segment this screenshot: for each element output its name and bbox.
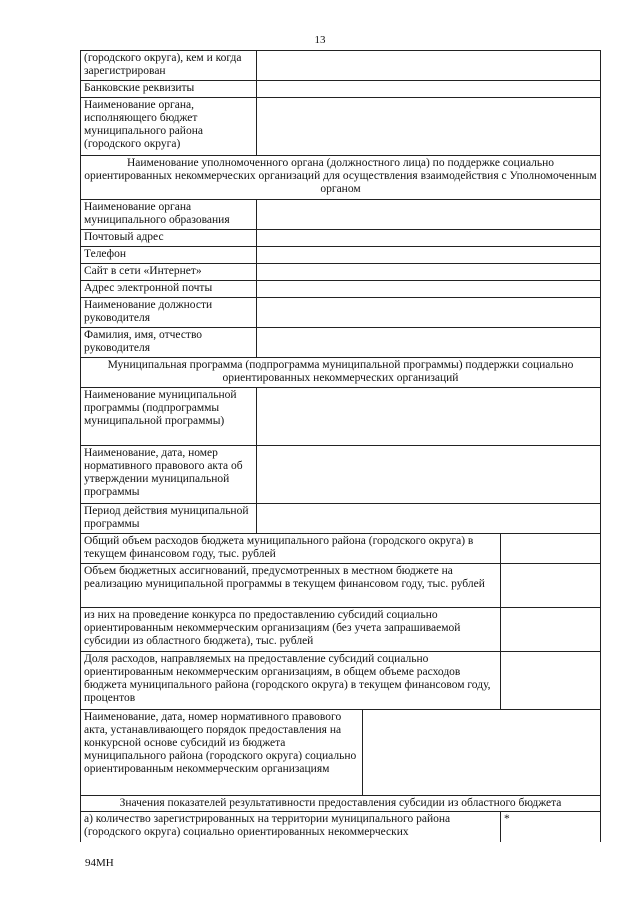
form-row: [81, 504, 601, 534]
form-row: [81, 298, 601, 328]
form-row: [81, 81, 601, 98]
field-value[interactable]: [257, 247, 601, 264]
field-label: Сайт в сети «Интернет»: [81, 264, 257, 281]
application-form-table: [80, 50, 601, 842]
section-heading-indicators: Значения показателей результативности предоставления субсидии из областного бюджета: [81, 796, 601, 812]
field-label: Почтовый адрес: [81, 230, 257, 247]
field-value[interactable]: [257, 281, 601, 298]
field-label: Общий объем расходов бюджета муниципального района (городского округа) в текущем финансовом году, тыс. рублей: [81, 534, 501, 564]
field-label: Наименование, дата, номер нормативного правового акта об утверждении муниципальной программы: [81, 446, 257, 504]
form-row: [81, 281, 601, 298]
field-label: (городского округа), кем и когда зарегистрирован: [81, 51, 257, 81]
page-number: 13: [314, 34, 326, 46]
form-row: [81, 652, 601, 710]
form-row: [81, 446, 601, 504]
field-value[interactable]: [363, 710, 601, 796]
field-value[interactable]: [257, 200, 601, 230]
form-row: [81, 264, 601, 281]
field-value[interactable]: [257, 51, 601, 81]
field-label: Фамилия, имя, отчество руководителя: [81, 328, 257, 358]
form-row: [81, 200, 601, 230]
form-row: [81, 51, 601, 81]
field-value[interactable]: [501, 608, 601, 652]
field-label: Наименование, дата, номер нормативного правового акта, устанавливающего порядок предоставления на конкурсной основе субсидий из бюджета муниципального района (городского округа) социально ориентированным некоммерческим организациям: [81, 710, 363, 796]
form-row: [81, 98, 601, 156]
field-label: а) количество зарегистрированных на территории муниципального района (городского округа) социально ориентированных некоммерческих: [81, 812, 501, 842]
form-row: [81, 388, 601, 446]
field-label: Наименование должности руководителя: [81, 298, 257, 328]
field-label: Адрес электронной почты: [81, 281, 257, 298]
field-value[interactable]: [257, 446, 601, 504]
field-label: Наименование органа, исполняющего бюджет муниципального района (городского округа): [81, 98, 257, 156]
document-code: 94МН: [85, 857, 114, 869]
field-label: Наименование муниципальной программы (подпрограммы муниципальной программы): [81, 388, 257, 446]
field-label: Наименование органа муниципального образования: [81, 200, 257, 230]
field-label: Доля расходов, направляемых на предоставление субсидий социально ориентированным некоммерческим организациям, в общем объеме расходов бюджета муниципального района (городского округа) в текущем финансовом году, процентов: [81, 652, 501, 710]
field-value[interactable]: [257, 230, 601, 247]
section-heading-row: [81, 796, 601, 812]
section-heading-row: [81, 156, 601, 200]
field-value[interactable]: [257, 328, 601, 358]
form-row: [81, 812, 601, 842]
field-value[interactable]: [257, 98, 601, 156]
section-heading-authorized-body: Наименование уполномоченного органа (должностного лица) по поддержке социально ориентированных некоммерческих организаций для осуществления взаимодействия с Уполномоченным органом: [81, 156, 601, 200]
field-label: Банковские реквизиты: [81, 81, 257, 98]
field-value[interactable]: [257, 81, 601, 98]
field-value[interactable]: [501, 564, 601, 608]
field-label: Период действия муниципальной программы: [81, 504, 257, 534]
form-row: [81, 534, 601, 564]
form-row: [81, 328, 601, 358]
section-heading-municipal-program: Муниципальная программа (подпрограмма муниципальной программы) поддержки социально ориентированных некоммерческих организаций: [81, 358, 601, 388]
field-value[interactable]: [257, 298, 601, 328]
field-value[interactable]: [257, 264, 601, 281]
field-value[interactable]: [501, 534, 601, 564]
field-value[interactable]: [257, 388, 601, 446]
form-row: [81, 710, 601, 796]
form-row: [81, 564, 601, 608]
field-label: Объем бюджетных ассигнований, предусмотренных в местном бюджете на реализацию муниципальной программы в текущем финансовом году, тыс. рублей: [81, 564, 501, 608]
field-label: из них на проведение конкурса по предоставлению субсидий социально ориентированным некоммерческим организациям (без учета запрашиваемой субсидии из областного бюджета), тыс. рублей: [81, 608, 501, 652]
field-value[interactable]: *: [501, 812, 601, 842]
form-row: [81, 608, 601, 652]
field-label: Телефон: [81, 247, 257, 264]
field-value[interactable]: [257, 504, 601, 534]
form-row: [81, 230, 601, 247]
section-heading-row: [81, 358, 601, 388]
field-value[interactable]: [501, 652, 601, 710]
form-row: [81, 247, 601, 264]
